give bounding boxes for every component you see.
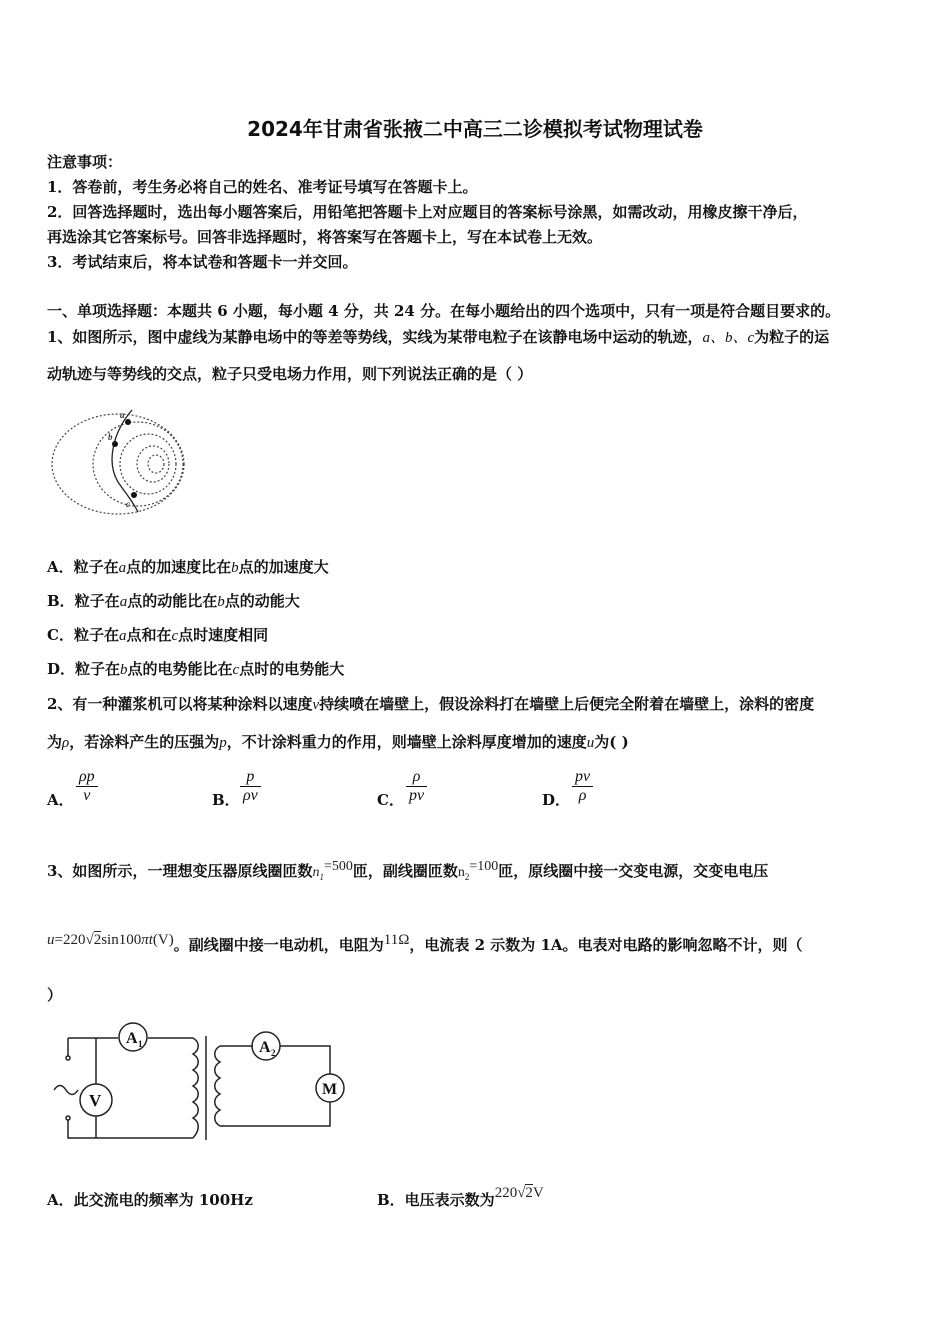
q2-stem-text: 持续喷在墙壁上，假设涂料打在墙壁上后便完全附着在墙壁上，涂料的密度 — [319, 695, 815, 713]
label-c: c — [126, 499, 130, 509]
expr-sqrt-value: 2 — [93, 932, 102, 948]
denominator: v — [76, 786, 98, 805]
notice-item-2: 2．回答选择题时，选出每小题答案后，用铅笔把答题卡上对应题目的答案标号涂黑，如需改动，用橡皮擦干净后， — [47, 203, 808, 221]
equipotential-line-3 — [120, 434, 176, 494]
ac-source-icon — [54, 1086, 78, 1095]
denominator: pv — [406, 786, 427, 805]
a1-subscript: 1 — [138, 1039, 143, 1049]
option-text: 点的加速度比在 — [126, 558, 232, 576]
option-text: 点的电势能比在 — [127, 660, 233, 678]
option-text: 点的动能大 — [224, 592, 300, 610]
point-c — [131, 492, 137, 498]
expr-amplitude: =220 — [54, 932, 86, 948]
q3-stem-line1 — [47, 861, 768, 887]
ac-terminal-bottom — [66, 1116, 70, 1120]
q1-vars: a、b、c — [702, 330, 755, 346]
q1-option-a[interactable] — [47, 557, 329, 578]
expr-u: u — [47, 932, 55, 948]
option-text: 点的动能比在 — [127, 592, 218, 610]
option-text: 点和在 — [126, 626, 172, 644]
expr-sin: sin100 — [101, 932, 142, 948]
q2-var-v: v — [312, 697, 320, 713]
notice-item-1: 1．答卷前，考生务必将自己的姓名、准考证号填写在答题卡上。 — [47, 178, 478, 196]
primary-coil — [193, 1038, 198, 1138]
q3-voltage-expression — [47, 932, 174, 948]
option-text: 点时的电势能大 — [239, 660, 345, 678]
numerator: ρ — [412, 768, 421, 785]
option-text: B．电压表示数为 — [377, 1191, 495, 1209]
option-var: c — [232, 662, 240, 678]
n2-value: =100 — [469, 859, 499, 874]
point-b — [112, 441, 118, 447]
numerator: p — [246, 768, 255, 785]
q2-stem-line1 — [47, 694, 814, 715]
q1-option-d[interactable] — [47, 659, 344, 680]
option-label: B．粒子在 — [47, 592, 120, 610]
q3-resistance: 11Ω — [383, 932, 410, 948]
sqrt-icon: √ — [85, 932, 94, 948]
q2-option-b-label[interactable]: B． — [212, 791, 240, 809]
option-var: a — [119, 594, 128, 610]
expr-pi-t: πt — [141, 932, 153, 948]
q2-option-a-label[interactable]: A． — [47, 791, 74, 809]
n1-subscript: 1 — [319, 871, 324, 882]
q2-option-a-fraction — [76, 768, 98, 805]
q2-stem-text: ，若涂料产生的压强为 — [69, 733, 220, 751]
option-var: a — [118, 560, 127, 576]
numerator: pv — [575, 768, 591, 785]
n2-subscript: 2 — [464, 871, 470, 882]
q2-stem-text: 为 — [47, 733, 63, 751]
notice-item-3: 3．考试结束后，将本试卷和答题卡一并交回。 — [47, 253, 358, 271]
q2-stem-line2 — [47, 732, 629, 753]
q1-option-b[interactable] — [47, 591, 300, 612]
option-label: C．粒子在 — [47, 626, 119, 644]
equipotential-line-inner — [148, 455, 164, 473]
q3-stem-text: 。副线圈中接一电动机，电阻为 — [173, 936, 384, 954]
q3-n2 — [457, 859, 499, 882]
q2-option-c-fraction — [406, 768, 427, 805]
a2-label: A — [259, 1039, 271, 1056]
q1-stem-end: 为粒子的运 — [754, 328, 830, 346]
q1-stem-line2: 动轨迹与等势线的交点，粒子只受电场力作用，则下列说法正确的是（ ） — [47, 365, 533, 383]
n2-symbol: n — [457, 865, 465, 880]
value: 220 — [494, 1185, 518, 1201]
option-var: b — [217, 594, 225, 610]
option-text: 点时速度相同 — [178, 626, 269, 644]
q3-option-b[interactable] — [377, 1185, 544, 1211]
secondary-wire — [220, 1046, 330, 1126]
notice-item-2-cont: 再选涂其它答案标号。回答非选择题时，将答案写在答题卡上，写在本试卷上无效。 — [47, 228, 603, 246]
option-var: a — [118, 628, 127, 644]
n1-symbol: n — [312, 865, 320, 880]
q2-var-p: p — [219, 735, 227, 751]
q3-stem-line2 — [47, 932, 803, 956]
q3-transformer-circuit — [48, 1018, 358, 1148]
secondary-coil — [215, 1046, 220, 1126]
primary-wire — [68, 1038, 193, 1138]
q3-stem-text: 匝，原线圈中接一交变电源，交变电电压 — [498, 862, 769, 880]
option-var: b — [231, 560, 239, 576]
ac-terminal-top — [66, 1056, 70, 1060]
option-text: 点的加速度大 — [238, 558, 329, 576]
q2-option-d-fraction — [572, 768, 593, 805]
a1-label: A — [126, 1030, 138, 1047]
option-var: c — [171, 628, 179, 644]
q2-option-b-fraction — [240, 768, 261, 805]
q2-stem-text: 为( ) — [594, 733, 629, 751]
label-a: a — [120, 410, 125, 420]
notice-heading: 注意事项： — [47, 153, 123, 171]
unit: V — [532, 1185, 544, 1201]
q1-stem-line1 — [47, 327, 829, 348]
q2-var-rho: ρ — [62, 735, 70, 751]
denominator: ρ — [572, 786, 593, 805]
q3-stem-line3: ） — [47, 986, 63, 1004]
q3-stem-text: 3、如图所示，一理想变压器原线圈匝数 — [47, 862, 313, 880]
option-var: b — [120, 662, 128, 678]
option-b-value — [495, 1185, 544, 1201]
q3-stem-text: ，电流表 2 示数为 1A。电表对电路的影响忽略不计，则（ — [409, 936, 803, 954]
m-label: M — [322, 1081, 338, 1098]
option-label: A．粒子在 — [47, 558, 119, 576]
q3-stem-text: 匝，副线圈匝数 — [352, 862, 458, 880]
q1-option-c[interactable] — [47, 625, 268, 646]
q2-option-c-label[interactable]: C． — [377, 791, 404, 809]
q3-n1 — [312, 859, 353, 882]
numerator: ρp — [79, 768, 95, 785]
q2-stem-text: 2、有一种灌浆机可以将某种涂料以速度 — [47, 695, 313, 713]
option-label: D．粒子在 — [47, 660, 121, 678]
a2-subscript: 2 — [271, 1048, 276, 1058]
q2-option-d-label[interactable]: D． — [542, 791, 571, 809]
expr-unit: (V) — [152, 932, 174, 948]
sqrt-value: 2 — [525, 1185, 533, 1201]
point-a — [125, 419, 131, 425]
q1-stem-text: 1、如图所示，图中虚线为某静电场中的等差等势线，实线为某带电粒子在该静电场中运动的轨迹， — [47, 328, 703, 346]
denominator: ρv — [240, 786, 261, 805]
page-title: 2024年甘肃省张掖二中高三二诊模拟考试物理试卷 — [247, 117, 703, 141]
section-heading: 一、单项选择题：本题共 6 小题，每小题 4 分，共 24 分。在每小题给出的四个选项中，只有一项是符合题目要求的。 — [47, 302, 841, 320]
q3-option-a[interactable]: A．此交流电的频率为 100Hz — [47, 1191, 253, 1209]
label-b: b — [108, 432, 113, 442]
n1-value: =500 — [323, 859, 353, 874]
q2-stem-text: ，不计涂料重力的作用，则墙壁上涂料厚度增加的速度 — [226, 733, 587, 751]
v-label: V — [89, 1091, 102, 1110]
q2-var-u: u — [586, 735, 595, 751]
sqrt-icon: √ — [517, 1185, 526, 1201]
q1-equipotential-figure — [48, 402, 188, 532]
